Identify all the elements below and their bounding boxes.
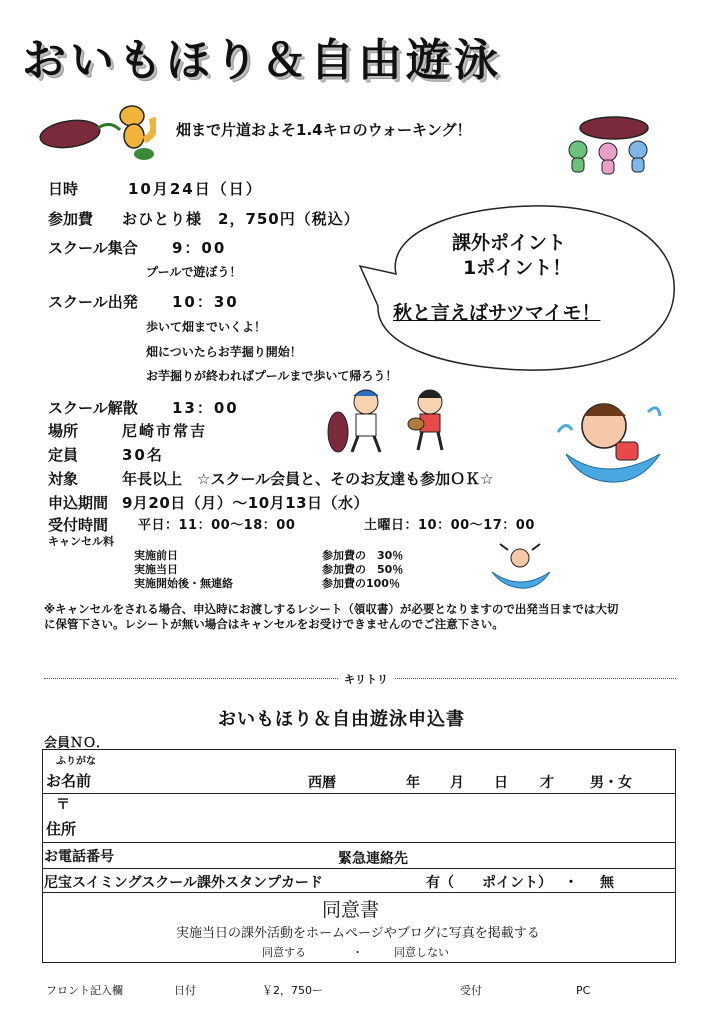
swimming-child-illustration [556, 392, 662, 488]
small-swimmer-illustration [488, 542, 554, 590]
target-value: 年長以上 ☆スクール会員と、そのお友達も参加ＯＫ☆ [122, 470, 494, 488]
place-label: 場所 [48, 422, 79, 440]
furigana-label: ふりがな [56, 756, 96, 767]
depart-label: スクール出発 [48, 293, 138, 311]
footer-date-label: 日付 [174, 984, 196, 997]
cancel-fee: 参加費の100％ [322, 577, 400, 590]
date-value: 10月24日（日） [128, 180, 263, 198]
reception-weekday: 平日：11：00～18：00 [138, 518, 296, 533]
cancel-fee: 参加費の 30％ [322, 549, 404, 562]
subtitle: 畑まで片道およそ1.4キロのウォーキング！ [176, 121, 472, 139]
cancel-note: ※キャンセルをされる場合、申込時にお渡しするレシート（領収書）が必要となりますので出発当日までは大切に保管下さい。レシートが無い場合はキャンセルをお受けできませんのでご注意下さい。 [44, 602, 619, 631]
dismiss-label: スクール解散 [48, 399, 138, 417]
stamp-card-label: 尼宝スイミングスクール課外スタンプカード [44, 875, 323, 891]
cancel-when: 実施当日 [134, 563, 178, 576]
fee-value: おひとり様 2，750円（税込） [122, 210, 360, 228]
footer-price: ￥2，750ー [262, 984, 323, 997]
place-value: 尼崎市常吉 [122, 422, 208, 440]
depart-note: お芋掘りが終わればプールまで歩いて帰ろう！ [146, 369, 398, 383]
cut-here-label: キリトリ [338, 671, 394, 687]
address-label: 住所 [46, 820, 77, 838]
agree-option: 同意する [262, 946, 306, 959]
depart-note: 畑についたらお芋掘り開始！ [146, 345, 302, 359]
date-label: 日時 [48, 180, 79, 198]
postal-mark: 〒 [56, 797, 70, 813]
capacity-label: 定員 [48, 446, 79, 464]
sweet-potato-mice-illustration [556, 112, 666, 178]
kids-digging-illustration [322, 384, 462, 462]
capacity-value: 30名 [122, 446, 164, 464]
fee-label: 参加費 [48, 210, 94, 228]
disagree-option: 同意しない [394, 946, 449, 959]
gather-time: 9：00 [172, 239, 227, 257]
reception-saturday: 土曜日：10：00～17：00 [364, 518, 535, 533]
stamp-no-option: 無 [600, 875, 614, 891]
dismiss-time: 13：00 [172, 399, 239, 417]
cancel-label: キャンセル料 [48, 535, 114, 548]
stamp-separator: ・ [564, 875, 578, 891]
reception-label: 受付時間 [48, 516, 109, 534]
member-no-label: 会員ＮＯ． [44, 736, 110, 751]
stamp-yes-option: 有（ ポイント） [426, 875, 552, 891]
depart-time: 10：30 [172, 293, 239, 311]
consent-text: 実施当日の課外活動をホームページやブログに写真を掲載する [176, 926, 540, 941]
bubble-headline: 秋と言えばサツマイモ！ [393, 302, 601, 324]
bubble-text: 課外ポイント [452, 232, 567, 254]
speech-bubble [356, 196, 686, 380]
footer-pc-label: PC [576, 984, 591, 997]
consent-title: 同意書 [322, 899, 380, 921]
apply-label: 申込期間 [48, 494, 109, 512]
day-label: 日 [494, 775, 508, 791]
consent-separator: ・ [352, 946, 363, 959]
cancel-when: 実施開始後・無連絡 [134, 577, 233, 590]
gather-label: スクール集合 [48, 239, 138, 257]
gather-note: プールで遊ぼう！ [146, 265, 242, 279]
month-label: 月 [450, 775, 464, 791]
name-label: お名前 [46, 772, 92, 790]
phone-label: お電話番号 [44, 849, 114, 865]
year-label: 年 [406, 775, 420, 791]
footer-reception-label: 受付 [460, 984, 482, 997]
cancel-when: 実施前日 [134, 549, 178, 562]
seireki-label: 西暦 [308, 775, 336, 791]
target-label: 対象 [48, 470, 79, 488]
apply-value: 9月20日（月）～10月13日（水） [122, 494, 370, 512]
emergency-label: 緊急連絡先 [338, 851, 408, 867]
gender-label: 男・女 [590, 775, 632, 791]
page-title: おいもほり＆自由遊泳 [22, 35, 502, 86]
sweet-potato-squirrel-illustration [36, 96, 156, 166]
bubble-text: 1ポイント！ [463, 257, 572, 279]
form-title: おいもほり＆自由遊泳申込書 [218, 709, 465, 730]
age-label: 才 [540, 775, 554, 791]
cancel-fee: 参加費の 50％ [322, 563, 404, 576]
depart-note: 歩いて畑までいくよ！ [146, 320, 267, 334]
front-desk-label: フロント記入欄 [46, 984, 123, 997]
